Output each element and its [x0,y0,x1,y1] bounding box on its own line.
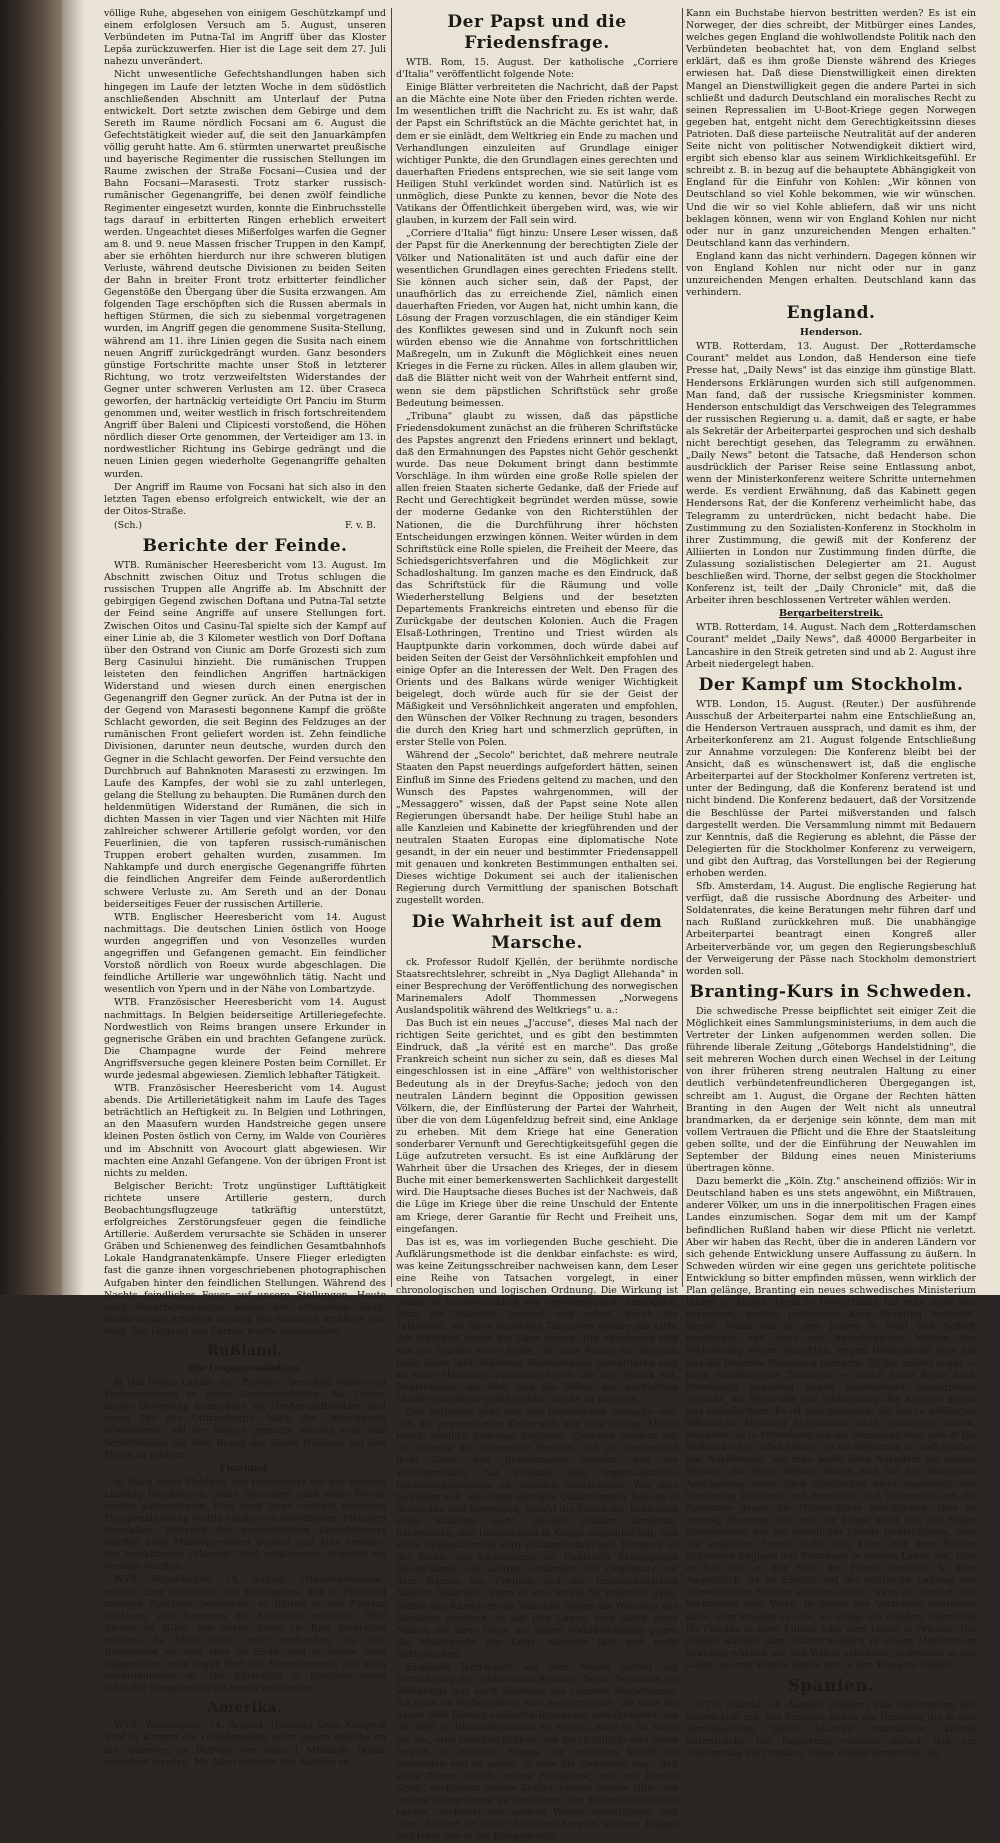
article-paragraph: Das Buch ist ein neues „J'accuse", dieses Mal nach der richtigen Seite gerichtet, und es gibt den bestimmten Eindruck, daß „la vérité est en marche". Das große Frankreich scheint nun sicher zu sein, daß es dieses Mal eingeschlossen ist in eine „Affäre" von welthistorischer Bedeutung als in der Dreyfus-Sache; jedoch von den neutralen Ländern beginnt die Opposition gewissen Völkern, die, der Einflüsterung der Partei der Wahrheit, über die von dem Lügenfeldzug befreit sind, eine Anklage zu erheben. Mit dem Kriege hat eine Generation sonderbarer Vernunft und Gerechtigkeitsgefühl gegen die Lüge aufzutreten versucht. Es ist eine Aufklärung der Wahrheit über die Ursachen des Krieges, der in diesem Buche mit einer bemerkenswerten Sachlichkeit dargestellt wird. Die Hauptsache dieses Buches ist der Nachweis, daß die Lüge im Kriege über die reine Unschuld der Entente am Kriege, derer Garantie für Recht und Freiheit uns, eingefangen. [396,1018,678,1235]
article-paragraph: WTB. Rotterdam, 13. August. Der „Rotterdamsche Courant" meldet aus London, daß Henderson eine tiefe Presse hat, „Daily News" ist das einzige ihm günstige Blatt. Hendersons Erklärungen wurden sich still aufgenommen. Man fand, daß der russische Kriegsminister kommen. Henderson entschuldigt das Verschweigen des Telegrammes der russischen Regierung u. a. damit, daß er sagte, er habe als Sekretär der Arbeiterpartei gesprochen und sich deshalb nicht berechtigt gesehen, das Telegramm zu erwähnen. „Daily News" betont die Tatsache, daß Henderson schon ausdrücklich der Pariser Reise seine Entlassung anbot, wenn der Ministerkonferenz weitere Schritte unternehmen werde. Es verdient Erwähnung, daß das Kabinett gegen Hendersons Rat, der die Konferenz verheimlicht habe, das Telegramm zu unterdrücken, nicht bedacht habe. Die Zustimmung zu den Sozialisten-Konferenz in Stockholm in ihrer Zustimmung, die gewiß mit der Konferenz der Alliierten in London nur Zustimmung finden dürfte, die Zulassung sozialistischen Delegierter am 21. August beschließen wird. Thorne, der selbst gegen die Stockholmer Konferenz ist, teilt der „Daily Chronicle" mit, daß die Arbeiter ihren beschlossenen Vertreter wählen werden. [686,341,976,607]
article-paragraph: Während der „Secolo" berichtet, daß mehrere neutrale Staaten den Papst neuerdings aufgefordert hätten, seinen Einfluß im Sinne des Friedens geltend zu machen, und den Wunsch des Papstes wahrgenommen, will der „Messaggero" wissen, daß der Papst seine Note allen Regierungen übersandt habe. Der heilige Stuhl habe an alle Kanzleien und Kabinette der kriegführenden und der neutralen Staaten Europas eine diplomatische Note gesandt, in der ein neuer und bestimmter Friedensappell mit genauen und konkreten Bestimmungen enthalten sei. Dieses wichtige Dokument sei auch der italienischen Regierung durch Vermittlung der spanischen Botschaft zugestellt worden. [396,750,678,907]
headline-spain: Spanien. [787,1676,875,1696]
article-paragraph: §§ Das Organ Lenins, die „Prawda", berichtet weiter von Vorbereitungen zu einer Gegenrevolution. Als Träger dieser Bewegung bezeichnet sie Großgrundbesitzer und einen Teil des Offizierkorps. Nach der „Birschewija Wjedomosti" soll der Verlust gemacht worden sein, daß Schriftstücke mit dem Bezug des Zaren Nikolaus auf den Thron zu fordern. [104,1377,386,1461]
article-paragraph: ck. Professor Rudolf Kjellén, der berühmte nordische Staatsrechtslehrer, schreibt in „Nya Dagligt Allehanda" in einer Besprechung der Veröffentlichung des norwegischen Marinemalers Adolf Thommessen „Norwegens Auslandspolitik während des Weltkriegs" u. a.: [396,956,678,1016]
article-paragraph: Die schwedische Presse beipflichtet seit einiger Zeit die Möglichkeit eines Sammlungsministeriums, in dem auch die Vertreter der Linken aufgenommen werden sollen. Die führende liberale Zeitung „Göteborgs Handelstidning", die seit mehreren Wochen durch einen Wechsel in der Leitung von ihrer früheren streng neutralen Haltung zu einer deutlich verbündetenfreundlicheren Übergegangen ist, schreibt am 1. August, die Organe der Rechten hätten Branting in den Augen der Welt nicht als unneutral brandmarken, da er derjenige sein könnte, dem man mit vollem Vertrauen die Pflicht und die Ehre der Staatsleitung geben sollte, und der die Einführung der Neuwahlen im September der Bildung eines neuen Ministeriums übertragen könne. [686,1005,976,1175]
article-paragraph: Der Angriff im Raume von Focsani hat sich also in den letzten Tagen ebenso erfolgreich entwickelt, wie der an der Oitos-Straße. [104,481,386,517]
column-2 [396,8,678,1843]
signature-right: F. v. B. [344,519,376,531]
article-paragraph: WTB. Kopenhagen, 14. August. „Nationaltidende" meldet über Stockholm aus Helsingfors, daß in Finnland traurige Zustände herrschen; so hätten in der Provinz Uleåborg 200 Personen die Erlaubnis erhalten, 7000 Bäume zu fällen, aus deren Rinde sie Brot herstellen wollten, da Mehl nicht mehr vorhanden sei. Das Rindenbrot sei nun aber zu Ende, und in einem Teile Lappmarken man sogar Brot aus Renntiermoos, das noch unverdaulicher ist. Die Kartoffeln in Finnland seien schlecht; Brotgetreide sei wenig vorhanden. [104,1574,386,1695]
article-paragraph: WTB. London, 15. August. (Reuter.) Der ausführende Ausschuß der Arbeiterpartei nahm eine Entschließung an, die Henderson Vertrauen aussprach, und damit es ihm, der Arbeiterkonferenz am 21. August folgende Entschließung zur Annahme vorzulegen: Die Konferenz bleibt bei der Ansicht, daß es wünschenswert ist, daß die englische Arbeiterpartei auf der Stockholmer Konferenz vertreten ist, unter der Bedingung, daß die Konferenz beratend ist und nicht bindend. Die Konferenz bedauert, daß der Vorsitzende die Beschlüsse der Partei mißverstanden und falsch dargestellt werden. Die Versammlung nimmt mit Bedauern zur Kenntnis, daß die Regierung es ablehnt, die Pässe der Delegierten für die Stockholmer Konferenz zu verweigern, und gibt den Auftrag, das Vorstellungen bei der Regierung erhoben werden. [686,698,976,879]
headline-truth: Die Wahrheit ist auf dem Marsche. [411,911,663,953]
article-paragraph: WTB. Französischer Heeresbericht vom 14. August nachmittags. In Belgien beiderseitige Artilleriegefechte. Nordwestlich von Reims brangen unsere Erkunder in gegnerische Gräben ein und brachten Gefangene zurück. Die Champagne wurde der Feind mehrere Angriffsversuche gegen kleinere Posten beim Cornillet. Er wurde jedesmal abgewiesen. Ziemlich lebhafter Tätigkeit. [104,997,386,1081]
article-paragraph: Der Verfasser geht von der historischen Tatsache aus, daß die gegenwärtige Kulturwelt nur eine einzige Macht kennt, nämlich diejenige Englands. Daneben insofern hat die Entente die historische Position, daß ihr Gesamtbild ihrer Groß- und Ruhmstaaten besteht, daß die Weltherrschaft, hat England eine imperialistische Eroberungsgelüsten ist, nämlich Deutschland. Wer dies beweisen will, soll einen einzigen Quadratmeter Bodens in Schweden und Norwegen, beruht die Politik der Isolierung eines Staatens nicht, dessen Staaten dargetan, nachweisen, den Deutschland in Kriege angeführt hat, und seine Beweisführung wird zusammenbrechen. Dennoch ist die Politik der Einkreisung für England's Kriegsgegen Deutschland, ein wahres Gefährdet, ein Gegensatz mit dem Namen der Freiheit und der imperialistischen Absicht. Wahrheit, wenn es eine Strafe für Wahrheit gäbe, müßte den Kämpfern die Wahrheit Gegen als Wahrheit des Glaubens gegeben, es auf ihre Lügen, zum Glück einer Nation, die ihrer Natur mit einem Wahrheitsdrang gegen die Mißbräuche der Lüge, dasselbe läßt sich nicht mißbrauchen. [396,1407,678,1660]
column-1 [104,8,386,1768]
book-spine [0,0,62,1295]
column-rule [391,8,392,1287]
article-paragraph: Belgischer Bericht: Trotz ungünstiger Lufttätigkeit richtete unsere Artillerie gestern, durch Beobachtungsflugzeuge tatkräftig unterstützt, erfolgreiches Zerstörungsfeuer gegen die feindliche Artillerie. Außerdem verursachte sie Schäden in unserer Gräben und Schienenweg des feindlichen Gesamtbahnhofs Lokale Handgranatenkämpfe. Unsere Flieger erledigten fast die ganze ihnen vorgeschriebenen photographischen Aufgaben hinter den feindlichen Stellungen. Während des Nachts feindliches Feuer auf unsere Stellungen. Heute nach Feuerbewegungen wegen der schlechten Sicht. Beiderseitige Artillerie niedrig. Die deutsche Artillerie war tätig. Die Gegend von Furnes wurde bombardiert. [104,1180,386,1337]
article-paragraph: völlige Ruhe, abgesehen von einigem Geschützkampf und einem erfolglosen Versuch am 5. August, unseren Verbündeten im Putna-Tal im Angriff über das Kloster Lepša zurückzuwerfen. Hier ist die Lage seit dem 27. Juli nahezu unverändert. [104,8,386,68]
article-paragraph: w. Nach einer Meldung aus Helsingfors hat der finische Landtag beschlossen, seine Sitzungen nach einer Woche wieder aufzunehmen. Eine nach Torsa verlegte russische Truppenabteilung wurde nachts von bewaffneten Männern überfallen. Während des zweistündigen Gewehrfeuers wurden zwei Militärpersonen getötet und eine verletzt. Die bewaffneten „Männer" sind entkommen, obgleich sie verfolgt wurden. [104,1476,386,1573]
article-paragraph: WTB. Washington, 14. August. (Reuter.) Dem Kongreß wird in kurzem die Genehmigung einer neuen Anleihe an die Alliierten im Betrage von über 1 Milliarde Dollar vorgelegt werden. Mc Adoo stimmte der Anleihe zu. [104,1720,386,1768]
spine-shadow [62,0,84,1295]
article-paragraph: WTB. Französischer Heeresbericht vom 14. August abends. Die Artillerietätigkeit nahm im Laufe des Tages beträchtlich an Heftigkeit zu. In Belgien und Lothringen, an den Maasufern wurden Handstreiche gegen unsere kleinen Posten östlich von Cerny, im Walde von Courières und im Abschnitt von Avocourt glatt abgewiesen. Wir machten eine Anzahl Gefangene. Von der übrigen Front ist nichts zu melden. [104,1083,386,1179]
headline-england: England. [786,303,876,324]
article-paragraph: WTB. Rotterdam, 14. August. Nach dem „Rotterdamschen Courant" meldet „Daily News", daß 40000 Bergarbeiter in Lancashire in den Streik getreten sind und ab 2. August ihre Arbeit niedergelegt haben. [686,622,976,670]
article-paragraph: Nicht unwesentliche Gefechtshandlungen haben sich hingegen im Laufe der letzten Woche in dem südöstlich anschließenden Abschnitt am Unterlauf der Putna entwickelt. Dort setzte zwischen dem Gebirge und dem Sereth im Raume nördlich Focsani am 6. August die Gefechtstätigkeit wieder auf, die seit den Januarkämpfen völlig geruht hatte. Am 6. stürmten unerwartet preußische und bayerische Regimenter die russischen Stellungen im Raume zwischen der Straße Focsani—Cusiea und der Bahn Focsani—Marasesti. Trotz starker russisch-rumänischer Gegenangriffe, bei denen zwölf feindliche Regimenter eingesetzt wurden, konnte die Einbruchsstelle tags darauf in erbitterten Ringen erheblich erweitert werden. Ungeachtet dieses Mißerfolges warfen die Gegner am 8. und 9. neue Massen frischer Truppen in den Kampf, aber sie erhöhten hierdurch nur ihre schweren blutigen Verluste, während deutsche Divisionen zu beiden Seiten der Bahn in breiter Front trotz erbitterter feindlicher Gegenstöße den Übergang über die Susita erzwangen. Am folgenden Tage erschöpften sich die Russen abermals in heftigen Stürmen, die sich zu siebenmal vorgetragenen wurden, im Angriff gegen die genommene Susita-Stellung, während am 11. ihre Linien gegen die Susita nach einem neuen Angriff zurückgedrängt wurden. Ganz besonders günstige Fortschritte machte unser Stoß in letzterer Richtung, wo trotz verzweifeltsten Widerstandes der Gegner unter schweren Verlusten am 12. über Craseca geworfen, der hartnäckig verteidigte Ort Panciu im Sturm genommen und, weiter westlich in frisch fortschreitendem Angriff über Baleni und Clipicesti vorstoßend, die Höhen nördlich dieser Orte genommen, der Verteidiger am 13. in nordwestlicher Richtung ins Gebirge gedrängt und die neuen Linien gegen wiederholte Gegenangriffe gehalten wurden. [104,69,386,480]
article-paragraph: Sfb. Amsterdam, 14. August. Die englische Regierung hat verfügt, daß die russische Abordnung des Arbeiter- und Soldatenrates, die keine Beratungen mehr führen darf und nach Rußland zurückkehren muß. Die unabhängige Arbeiterpartei beantragt einen Kongreß aller Arbeiterverbände vor, um gegen den Regierungsbeschluß der Verweigerung der Pässe nach Stockholm demonstriert worden soll. [686,881,976,977]
headline-russia: Rußland. [207,1343,283,1360]
article-paragraph: WTB. Rumänischer Heeresbericht vom 13. August. Im Abschnitt zwischen Oituz und Trotus schlugen die russischen Truppen alle Angriffe ab. Im Abschnitt der gebirgigen Gegend zwischen Doftana und Putna-Tal setzte der Feind seine Angriffe auf unsere Stellungen fort. Zwischen Oitos und Casinu-Tal spielte sich der Kampf auf einer Linie ab, die 3 Kilometer westlich von Dorf Doftana über den Ostrand von Ciunic am Dorfe Grozesti sich zum Berg Casinului hinzieht. Die rumänischen Truppen leisteten den feindlichen Angriffen hartnäckigen Widerstand und wiesen durch einen energischen Gegenangriff den Gegner zurück. An der Putna ist der in der Gegend von Marasesti begonnene Kampf die größte Schlacht geworden, die seit Beginn des Feldzuges an der rumänischen Front geliefert worden ist. Zehn feindliche Divisionen, darunter neun deutsche, wurden durch den Gegner in die Schlacht geworfen. Der Feind versuchte den Durchbruch auf Bahnknoten Marasesti zu erzwingen. Im Laufe des Kampfes, der wohl sie zu zahl unterlegen, gelang die Stellung zu behaupten. Die Rumänen durch den heldenmütigen Widerstand der Rumänen, die sich in dichten Massen in vier Tagen und vier Nächten mit Hilfe zahlreicher schwerer Artillerie gefolgt worden, vor den Feuerlinien, die von tapferen russisch-rumänischen Truppen erobert gehalten wurden, zusammen. Im Nahkampfe und durch energische Gegenangriffe führten die feindlichen Angreifer dem Feinde außerordentlich schwere Verluste zu. Am Sereth und an der Donau beiderseitiges Feuer der russischen Artillerie. [104,560,386,910]
signature-line [104,520,386,532]
signature-left: (Sch.) [114,519,143,531]
subheadline-finland: Finnland. [219,1462,271,1474]
article-paragraph: Englands Herrschaft auf dem Meere beruht auf Vernichtung des einfachsten Rechtes. Seine Seemacht im Weltkriege war auch diejenige des reinsten Despotismus. Ich gebe im Vorbeigehen: eine Seeherrschaft, die über die ganze Welt hinweg englische Interessen gewährleistet, um die Welt in Blockadezustand zu setzen. Aber es ist mehr als das, eine Geschicklichkeit, um durch Willkür und einen Angriff die neutrale Flagge der neutralen Schiffe zu erzwingen und zu gehen, in dem die Gedanken hegt, daß seine Waren, behält unsere Passagiere, und, wie Konsul Gredt, verhindert unsere Zufuhr, fordert unsere Hilfe, um unsere Telegramme zu zensieren, um Rohmaterialien zu kaufen, verbietet uns andere Waren auszuführen, und dann hindert er selbst Schutzmaßregeln unserer Flagge und trägt uns in die Kriegsgefahr. [396,1662,678,1843]
headline-pope: Der Papst und die Friedensfrage. [447,12,627,53]
article-paragraph: WTB. Englischer Heeresbericht vom 14. August nachmittags. Die deutschen Linien östlich von Hooge wurden angegriffen und von Vesonzelles wurden angegriffen und Gefangenen gemacht. Ein feindlicher Vorstoß nördlich von Roeux wurde abgeschlagen. Die feindliche Artillerie war ungewöhnlich tätig. Nacht und wesentlich von Ypern und in der Nähe von Lombartzyde. [104,911,386,996]
headline-reports: Berichte der Feinde. [142,536,348,557]
article-paragraph: WTB. Madrid, 14. August. (Reuter.) Das Ministerium des Innern teilt mit: Die Truppen haben die Unruhen, die in den verschiedenen Teilen Madrids stattfanden, kräftig unterdrückt. Die Regierung vertraut darauf, daß am Nachmittag die Ordnung völlig wieder hergestellt ist. [686,1700,976,1760]
article-paragraph: Kann ein Buchstabe hiervon bestritten werden? Es ist ein Norweger, der dies schreibt, der Mitbürger eines Landes, welches gegen England die wohlwollendste Politik nach den Verbündeten beobachtet hat, von dem England selbst erklärt, daß es ihm große Dienste während des Krieges erwiesen hat. Daß diese Dienstwilligkeit einen direkten Mangel an Dienstwilligkeit gegen die andere Partei in sich schließt und dadurch Deutschland ein moralisches Recht zu seinen Repressalien im U-Boot-Kriege gegen Norwegen gegeben hat, entgeht nicht dem Gerechtigkeitssinn dieses Patrioten. Daß diese parteiische Neutralität auf der anderen Seite nicht von politischer Notwendigkeit diktiert wird, ergibt sich ebenso klar aus seinem Wirklichkeitsgefühl. Er schreibt z. B. in bezug auf die behauptete Abhängigkeit von England für die Einfuhr von Kohlen: „Wir können von Deutschland so viel Kohle bekommen, wie wir wünschen. Und die wir so viel Kohle abliefern, daß wir uns nicht beklagen können, wenn wir von England Kohlen nur nicht oder nur in ganz unzureichenden Mengen erhalten." Deutschland kann das verhindern. [686,8,976,249]
headline-america: Amerika. [207,1700,283,1717]
column-3 [686,8,976,1760]
article-paragraph: England kann das nicht verhindern. Dagegen können wir von England Kohlen nur nicht oder nur in ganz unzureichenden Mengen erhalten. Deutschland kann das verhindern. [686,250,976,299]
headline-branting: Branting-Kurs in Schweden. [689,981,973,1002]
subheadline-counterrevolution: Die Gegenrevolution. [187,1363,303,1375]
article-paragraph: „Corriere d'Italia" fügt hinzu: Unsere Leser wissen, daß der Papst für die Anerkennung der berechtigten Ziele der Völker und Nationalitäten ist und auch dafür eine der wesentlichen Grundlagen eines gerechten Friedens stellt. Sie können auch sicher sein, daß der Papst, der unaufhörlich das zu erreichende Ziel, nämlich einen dauerhaften Frieden, vor Augen hat, nicht umhin kann, die Lösung der Fragen vorzuschlagen, die ein ständiger Keim des Konfliktes gewesen sind und in Zukunft noch sein würden ebenso wie die Annahme von fortschrittlichen Maßregeln, um in Zukunft die Möglichkeit eines neuen Krieges in die Ferne zu rücken. Alles in allem glauben wir, daß die Blätter nicht weit von der Wahrheit entfernt sind, wenn sie dem päpstlichen Schriftstück sehr große Bedeutung beimessen. [396,228,678,409]
article-paragraph: Dazu bemerkt die „Köln. Ztg." anscheinend offiziös: Wir in Deutschland haben es uns stets angewöhnt, ein Mißtrauen, anderer Völker, um uns in die innerpolitischen Fragen eines Landes einzumischen. Sogar dem mit um der Kampf befindlichen Rußland haben wir diese Pflicht nie verletzt. Aber wir haben das Recht, über die in anderen Ländern vor sich gehende Entwicklung unsere Auffassung zu äußern. In Schweden würden wir eine gegen uns gerichtete politische Entwicklung so bitter empfinden müssen, wenn wirklich der Plan gelänge, Branting ein neues schwedisches Ministerium bilden zu lassen. Denn in Deutschland hat man nicht nur vergessen, welche politischen Kurs Branting bedeutet. Dieser Mann hat in drei Jahren in Wort und Schrift unentwegt und ohne vor irgendwelchen Mitteln der Verbreitung seiner Ansichten, gegen Deutschland eine bei uns die bitterste Stimmung gemacht. Er hat zuletzt sogar — nach französischen Zeitungen — durch seine Reise nach Petersburg handelnd gegen Deutschland einzugreifen gesucht, als Neutraler zur Fortsetzung des Krieges gegen uns aufzufordern. Es ist ihm gelungen, die bei zu befähigen öffentliche Meinung Schwedens nicht getäuscht, indem, Nachdem er in Petersburg um die Stimmung war, daß er für Rußland wäre, offen erklärt, es sei Reformen so, daß er aber nur Nachfragen, wie man wolle liebe Nachdem hin seinen Feinden die Türen öffnen, denen man bei der deutschen Anschauung unter allen Umständen nicht abgeneigt, der Forderung Englands und Amerikas, daß Schweden sich für Reformen gegen die Mittelmächte anschließen. Hier so vermag Branting sich mit der Frage nicht aus der Frage abzuwenden, der ein feindlicher Feinde Deutschlands, dem die englische Presse nicht sein kann, mit dem Bruder Schweden England das Vertrauen in seinem Lande hat. Und er hat sich an der Seite der Feinde deutlich. In dem Augenblick, da er Einfluß auf die politische Leitung des schwedischen Staates erhalten sollte, wäre ein Gesuch des Vertrauens dem Volke, in denen der Vertrauen verdienen kann, dem Frieden zu sein, so wenig wie Frieden, sofern die für Frieden in ihrer Führer oder dem Lande in Frieden. Die Folgen würden dann wahrscheinlich in einem Ministerium Branting würden wir den Willen erkennen, Schweden in das Lager unserer Feinde gegen uns in den Krieg zu ziehen. [686,1176,976,1671]
headline-stockholm: Der Kampf um Stockholm. [698,674,964,695]
article-paragraph: Das ist es, was im vorliegenden Buche geschieht. Die Aufklärungsmethode ist die denkbar einfachste: es wird, was keine Zeitungsschreiber nachweisen kann, dem Leser eine Reihe von Tatsachen vorgelegt, in einer chronologischen und logischen Ordnung. Die Wirkung ist genau so unausweichlich wie unwiderleglich: unmöglich, denn die Wahrheit beweist sich selbst, durch die Tatsachen, wo diese einfachen Tatsachen wieder das Licht der Wahrheit gegen die Lüge zeigen. Die offenbaren sich von als Glieder einer Kette, die eine Fessel ist, die sich nicht lösen läßt. Während Deutschlands Gewalttaten sich zu einer Handlung zusammenfügen, die den Zweck hat, Deutschland, die Welt und die Völker der nordischen Länder aus dieser gefährlichen Gefahr zu befreien. [396,1236,678,1405]
subheadline-miners-strike: Bergarbeiterstreik. [779,608,883,620]
article-paragraph: WTB. Rom, 15. August. Der katholische „Corriere d'Italia" veröffentlicht folgende Note: [396,57,678,81]
article-paragraph: Einige Blätter verbreiteten die Nachricht, daß der Papst an die Mächte eine Note über den Frieden richten werde. Im wesentlichen trifft die Nachricht zu. Es ist wahr, daß der Papst ein Schriftstück an die Mächte gerichtet hat, in dem er sie einlädt, dem Weltkrieg ein Ende zu machen und Verhandlungen einzuleiten auf Grundlage einiger wichtiger Punkte, die den Grundlagen eines gerechten und dauerhaften Friedens entsprechen, wie sie seit lange vom Heiligen Stuhl verkündet worden sind. Natürlich ist es unmöglich, diese Punkte zu kennen, bevor die Note des Vatikans der Öffentlichkeit übergeben wird, was, wie wir glauben, in kurzem der Fall sein wird. [396,82,678,227]
subheadline-henderson: Henderson. [799,327,863,339]
column-rule [682,8,683,1287]
article-paragraph: „Tribuna" glaubt zu wissen, daß das päpstliche Friedensdokument zunächst an die früheren Schriftstücke des Papstes angrenzt den Friedens erinnert und beklagt, daß den Ermahnungen des Papstes nicht Gehör geschenkt wurde. Das neue Dokument bringt dann bestimmte Vorschläge. In ihm würden eine große Rolle spielen der allen freien Staaten sicherte Gedanke, daß der Friede auf Recht und Gerechtigkeit begründet werden müsse, sowie der moderne Gedanke von den Richterstühlen der Nationen, die die Durchführung ihrer höchsten Entscheidungen erzwingen können. Weiter würden in dem Schriftstück eine Rolle spielen, die Freiheit der Meere, das Schiedsgerichtsverfahren und die Möglichkeit zur Schadloshaltung. Im ganzen mache es den Eindruck, daß das Schriftstück für die Räumung und volle Wiederherstellung Belgiens und der besetzten Departements Frankreichs eintreten und ebenso für die Zurückgabe der deutschen Kolonien. Auch die Fragen Elsaß-Lothringen, Trentino und Triest würden als Hauptpunkte darin vorkommen, doch würde dabei auf beiden Seiten der Geist der Versöhnlichkeit empfohlen und einige Opfer an die Interessen der Welt. Den Fragen des Orients und des Balkans würde weniger Wichtigkeit beigelegt, doch würde auch für sie der Geist der Mäßigkeit und Versöhnlichkeit angeraten und empfohlen, den Wünschen der Völker Rechnung zu tragen, besonders die durch den Krieg hart und schmerzlich geprüften, in erster Stelle von Polen. [396,410,678,749]
